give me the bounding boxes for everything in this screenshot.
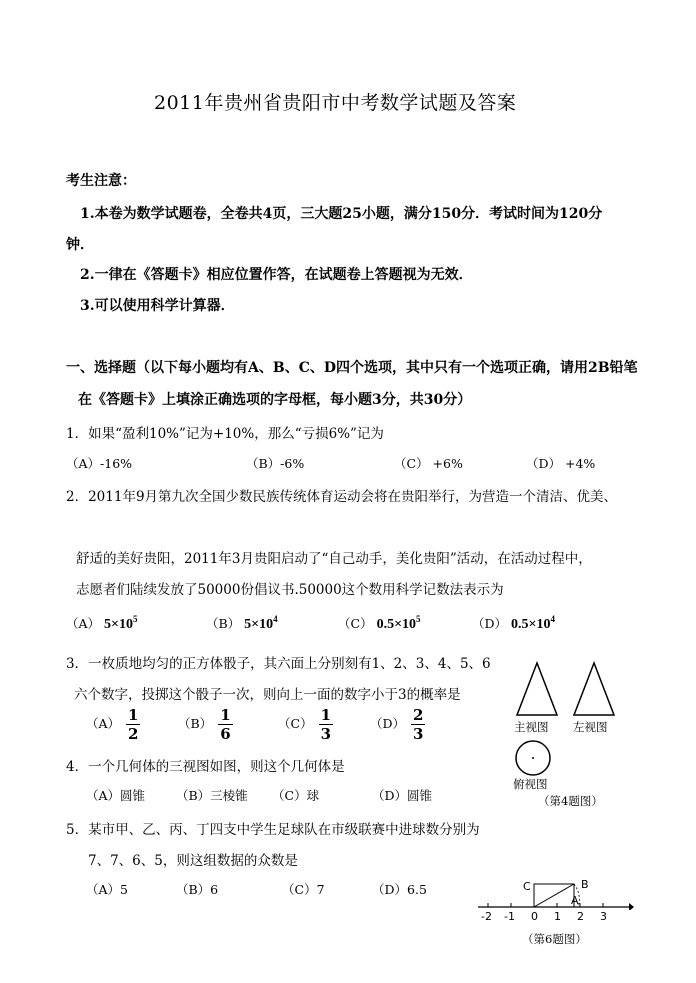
notice-heading: 考生注意： bbox=[66, 173, 136, 189]
q2-option-d-label: （D） bbox=[472, 616, 508, 631]
section-heading-cont: 在《答题卡》上填涂正确选项的字母框，每小题3分，共30分） bbox=[78, 392, 472, 408]
q1-option-c: （C） +6% bbox=[394, 456, 463, 471]
q3-option-d bbox=[370, 706, 425, 743]
point-a-label: A bbox=[571, 894, 579, 907]
q5-line-1: 5．某市甲、乙、丙、丁四支中学生足球队在市级联赛中进球数分别为 bbox=[66, 822, 480, 838]
q3-option-d-label: （D） bbox=[370, 716, 406, 731]
top-view-center-dot bbox=[532, 757, 534, 759]
number-line-arrow bbox=[629, 903, 634, 910]
q3-option-a bbox=[86, 706, 140, 743]
q3-option-c-fraction: $\frac{1}{3}$ bbox=[320, 706, 332, 743]
diagonal-line bbox=[534, 884, 574, 907]
q4-option-a: （A）圆锥 bbox=[86, 788, 146, 803]
point-b-label: B bbox=[581, 878, 589, 891]
q3-option-b-label: （B） bbox=[178, 716, 213, 731]
q2-option-c-value: $0.5\times 10^5$ bbox=[376, 614, 421, 632]
q5-line-2: 7、7、6、5，则这组数据的众数是 bbox=[88, 853, 298, 869]
notice-item-2: 2.一律在《答题卡》相应位置作答，在试题卷上答题视为无效． bbox=[80, 267, 473, 283]
q2-line-1: 2．2011年9月第九次全国少数民族传统体育运动会将在贵阳举行，为营造一个清洁、优美、 bbox=[66, 489, 618, 505]
q3-option-a-fraction: $\frac{1}{2}$ bbox=[128, 706, 139, 743]
q4-option-b: （B）三棱锥 bbox=[176, 788, 248, 803]
q2-option-c bbox=[338, 614, 421, 633]
q2-option-a-value: $5\times 10^5$ bbox=[104, 614, 138, 632]
q4-option-c: （C）球 bbox=[272, 788, 320, 803]
q5-option-a: （A）5 bbox=[86, 882, 128, 897]
tick-label: -2 bbox=[481, 910, 492, 923]
q3-option-c-label: （C） bbox=[278, 716, 313, 731]
q3-line-2: 六个数字，投掷这个骰子一次，则向上一面的数字小于3的概率是 bbox=[74, 687, 461, 703]
q2-option-a-label: （A） bbox=[66, 616, 101, 631]
q2-option-a bbox=[66, 614, 138, 633]
q2-option-b-label: （B） bbox=[206, 616, 241, 631]
q3-option-b-fraction: $\frac{1}{6}$ bbox=[220, 706, 231, 743]
q3-option-a-label: （A） bbox=[86, 716, 121, 731]
q3-line-1: 3．一枚质地均匀的正方体骰子，其六面上分别刻有1、2、3、4、5、6 bbox=[66, 656, 491, 672]
figure-4-caption: （第4题图） bbox=[538, 794, 603, 808]
top-view-label: 俯视图 bbox=[513, 777, 548, 791]
q2-option-d bbox=[472, 614, 555, 633]
q1-option-a: （A）-16% bbox=[66, 456, 133, 471]
q4-option-d: （D）圆锥 bbox=[372, 788, 433, 803]
tick-label: 1 bbox=[554, 910, 561, 923]
q3-option-c bbox=[278, 706, 333, 743]
q1-stem: 1．如果“盈利10%”记为+10%，那么“亏损6%”记为 bbox=[66, 426, 384, 442]
q2-option-b bbox=[206, 614, 278, 633]
left-view-label: 左视图 bbox=[573, 720, 608, 734]
left-view-triangle bbox=[574, 663, 614, 715]
q2-option-d-value: $0.5\times 10^4$ bbox=[511, 614, 555, 632]
tick-label: -1 bbox=[504, 910, 515, 923]
notice-item-1: 1.本卷为数学试题卷，全卷共4页，三大题25小题，满分150分．考试时间为120分 bbox=[80, 206, 603, 222]
q4-stem: 4．一个几何体的三视图如图，则这个几何体是 bbox=[66, 759, 345, 775]
q5-option-b: （B）6 bbox=[176, 882, 219, 897]
figure-6-number-line bbox=[474, 870, 634, 910]
q5-option-c: （C）7 bbox=[282, 882, 325, 897]
q2-line-2: 舒适的美好贵阳，2011年3月贵阳启动了“自己动手，美化贵阳”活动，在活动过程中， bbox=[76, 551, 592, 567]
notice-item-3: 3.可以使用科学计算器． bbox=[80, 298, 235, 314]
q2-line-3: 志愿者们陆续发放了50000份倡议书.50000这个数用科学记数法表示为 bbox=[76, 582, 504, 598]
q1-option-d: （D） +4% bbox=[526, 456, 596, 471]
front-view-triangle bbox=[517, 663, 557, 715]
tick-label: 3 bbox=[600, 910, 607, 923]
q2-option-c-label: （C） bbox=[338, 616, 373, 631]
figure-6-caption: （第6题图） bbox=[522, 932, 587, 946]
tick-label: 0 bbox=[531, 910, 538, 923]
q1-option-b: （B）-6% bbox=[246, 456, 305, 471]
page-title: 2011年贵州省贵阳市中考数学试题及答案 bbox=[154, 92, 517, 114]
q3-option-b bbox=[178, 706, 233, 743]
q5-option-d: （D）6.5 bbox=[372, 882, 427, 897]
notice-item-1-cont: 钟． bbox=[66, 237, 94, 253]
front-view-label: 主视图 bbox=[514, 720, 549, 734]
tick-label: 2 bbox=[577, 910, 584, 923]
q2-option-b-value: $5\times 10^4$ bbox=[244, 614, 278, 632]
section-heading: 一、选择题（以下每小题均有A、B、C、D四个选项，其中只有一个选项正确，请用2B铅笔 bbox=[66, 360, 638, 376]
q3-option-d-fraction: $\frac{2}{3}$ bbox=[413, 706, 424, 743]
point-c-label: C bbox=[523, 880, 531, 893]
